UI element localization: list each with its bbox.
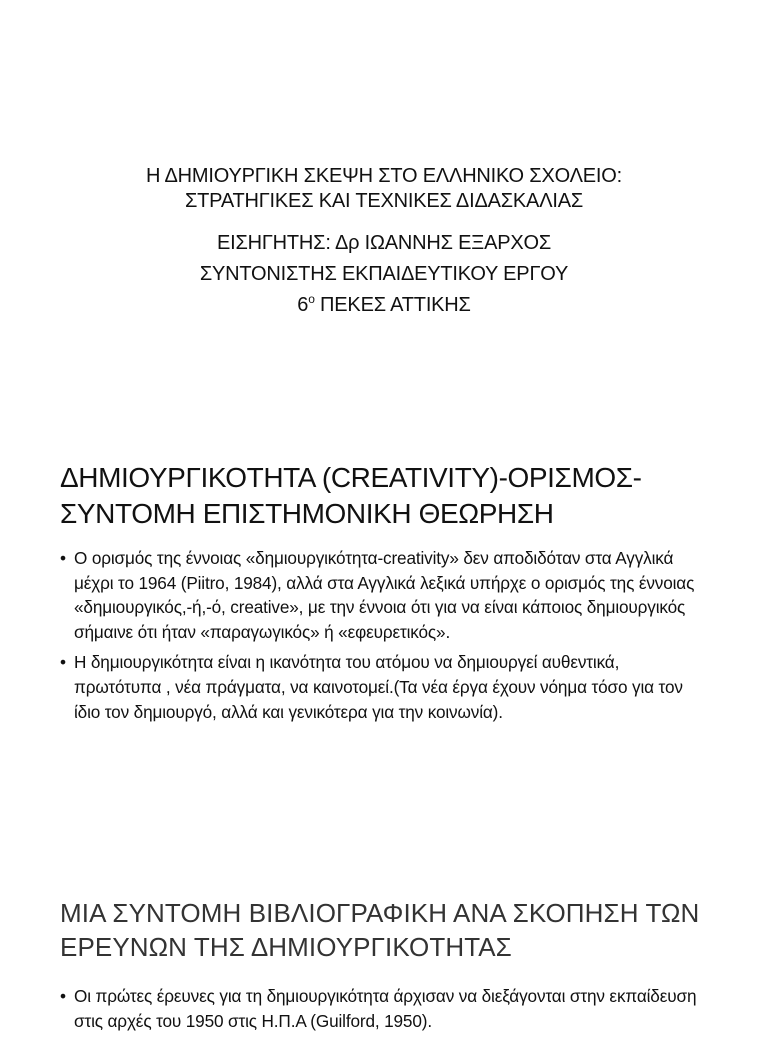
title-slide (0, 0, 768, 432)
bullet-text: Η δημιουργικότητα είναι η ικανότητα του ατόμου να δημιουργεί αυθεντικά, πρωτότυπα , νέα πράγματα, να καινοτομεί.(Τα νέα έργα έχουν νόημα τόσο για τον ίδιο τον δημιουργό, αλλά και γενικότερα για την κοινωνία). (74, 652, 683, 722)
presentation-title (0, 164, 768, 214)
bullet-text: Ο ορισμός της έννοιας «δημιουργικότητα-creativity» δεν αποδιδόταν στα Αγγλικά μέχρι το 1964 (Piitro, 1984), αλλά στα Αγγλικά λεξικά υπήρχε ο ορισμός της έννοιας «δημιουργικός,-ή,-ό, creative», με την έννοια ότι για να είναι κάποιος δημιουργικός σήμαινε ότι ήταν «παραγωγικός» ή «εφευρετικός». (74, 548, 695, 642)
review-bullet-list (60, 984, 710, 1039)
office-superscript: ο (308, 292, 315, 306)
presenter-role: ΣΥΝΤΟΝΙΣΤΗΣ ΕΚΠΑΙΔΕΥΤΙΚΟΥ ΕΡΓΟΥ (199, 263, 569, 285)
bullet-item (60, 546, 710, 644)
bullet-item (60, 984, 710, 1033)
definition-heading: ΔΗΜΙΟΥΡΓΙΚΟΤΗΤΑ (CREATIVITY)-ΟΡΙΣΜΟΣ-ΣΥΝΤΟΜΗ ΕΠΙΣΤΗΜΟΝΙΚΗ ΘΕΩΡΗΣΗ (60, 462, 642, 529)
review-heading: ΜΙΑ ΣΥΝΤΟΜΗ ΒΙΒΛΙΟΓΡΑΦΙΚΗ ΑΝΑ ΣΚΟΠΗΣΗ ΤΩΝ ΕΡΕΥΝΩΝ ΤΗΣ ΔΗΜΙΟΥΡΓΙΚΟΤΗΤΑΣ (60, 898, 700, 962)
bullet-dot: • (60, 548, 66, 568)
presenter-name: ΕΙΣΗΓΗΤΗΣ: Δρ ΙΩΑΝΝΗΣ ΕΞΑΡΧΟΣ (216, 232, 552, 254)
definition-bullet-list (60, 546, 710, 730)
office-number: 6 (297, 294, 309, 316)
title-line-1: Η ΔΗΜΙΟΥΡΓΙΚΗ ΣΚΕΨΗ ΣΤΟ ΕΛΛΗΝΙΚΟ ΣΧΟΛΕΙΟ: (146, 165, 622, 187)
title-line-2: ΣΤΡΑΤΗΓΙΚΕΣ ΚΑΙ ΤΕΧΝΙΚΕΣ ΔΙΔΑΣΚΑΛΙΑΣ (184, 190, 584, 212)
presenter-office (0, 290, 768, 321)
bullet-dot: • (60, 986, 66, 1006)
definition-slide (0, 432, 768, 864)
office-name: ΠΕΚΕΣ ΑΤΤΙΚΗΣ (314, 294, 471, 316)
bullet-text: Οι πρώτες έρευνες για τη δημιουργικότητα άρχισαν να διεξάγονται στην εκπαίδευση στις αρχές του 1950 στις Η.Π.Α (Guilford, 1950). (74, 986, 697, 1031)
review-slide (0, 864, 768, 1031)
bullet-dot: • (60, 652, 66, 673)
presenter-info (0, 228, 768, 321)
bullet-item (60, 650, 710, 724)
